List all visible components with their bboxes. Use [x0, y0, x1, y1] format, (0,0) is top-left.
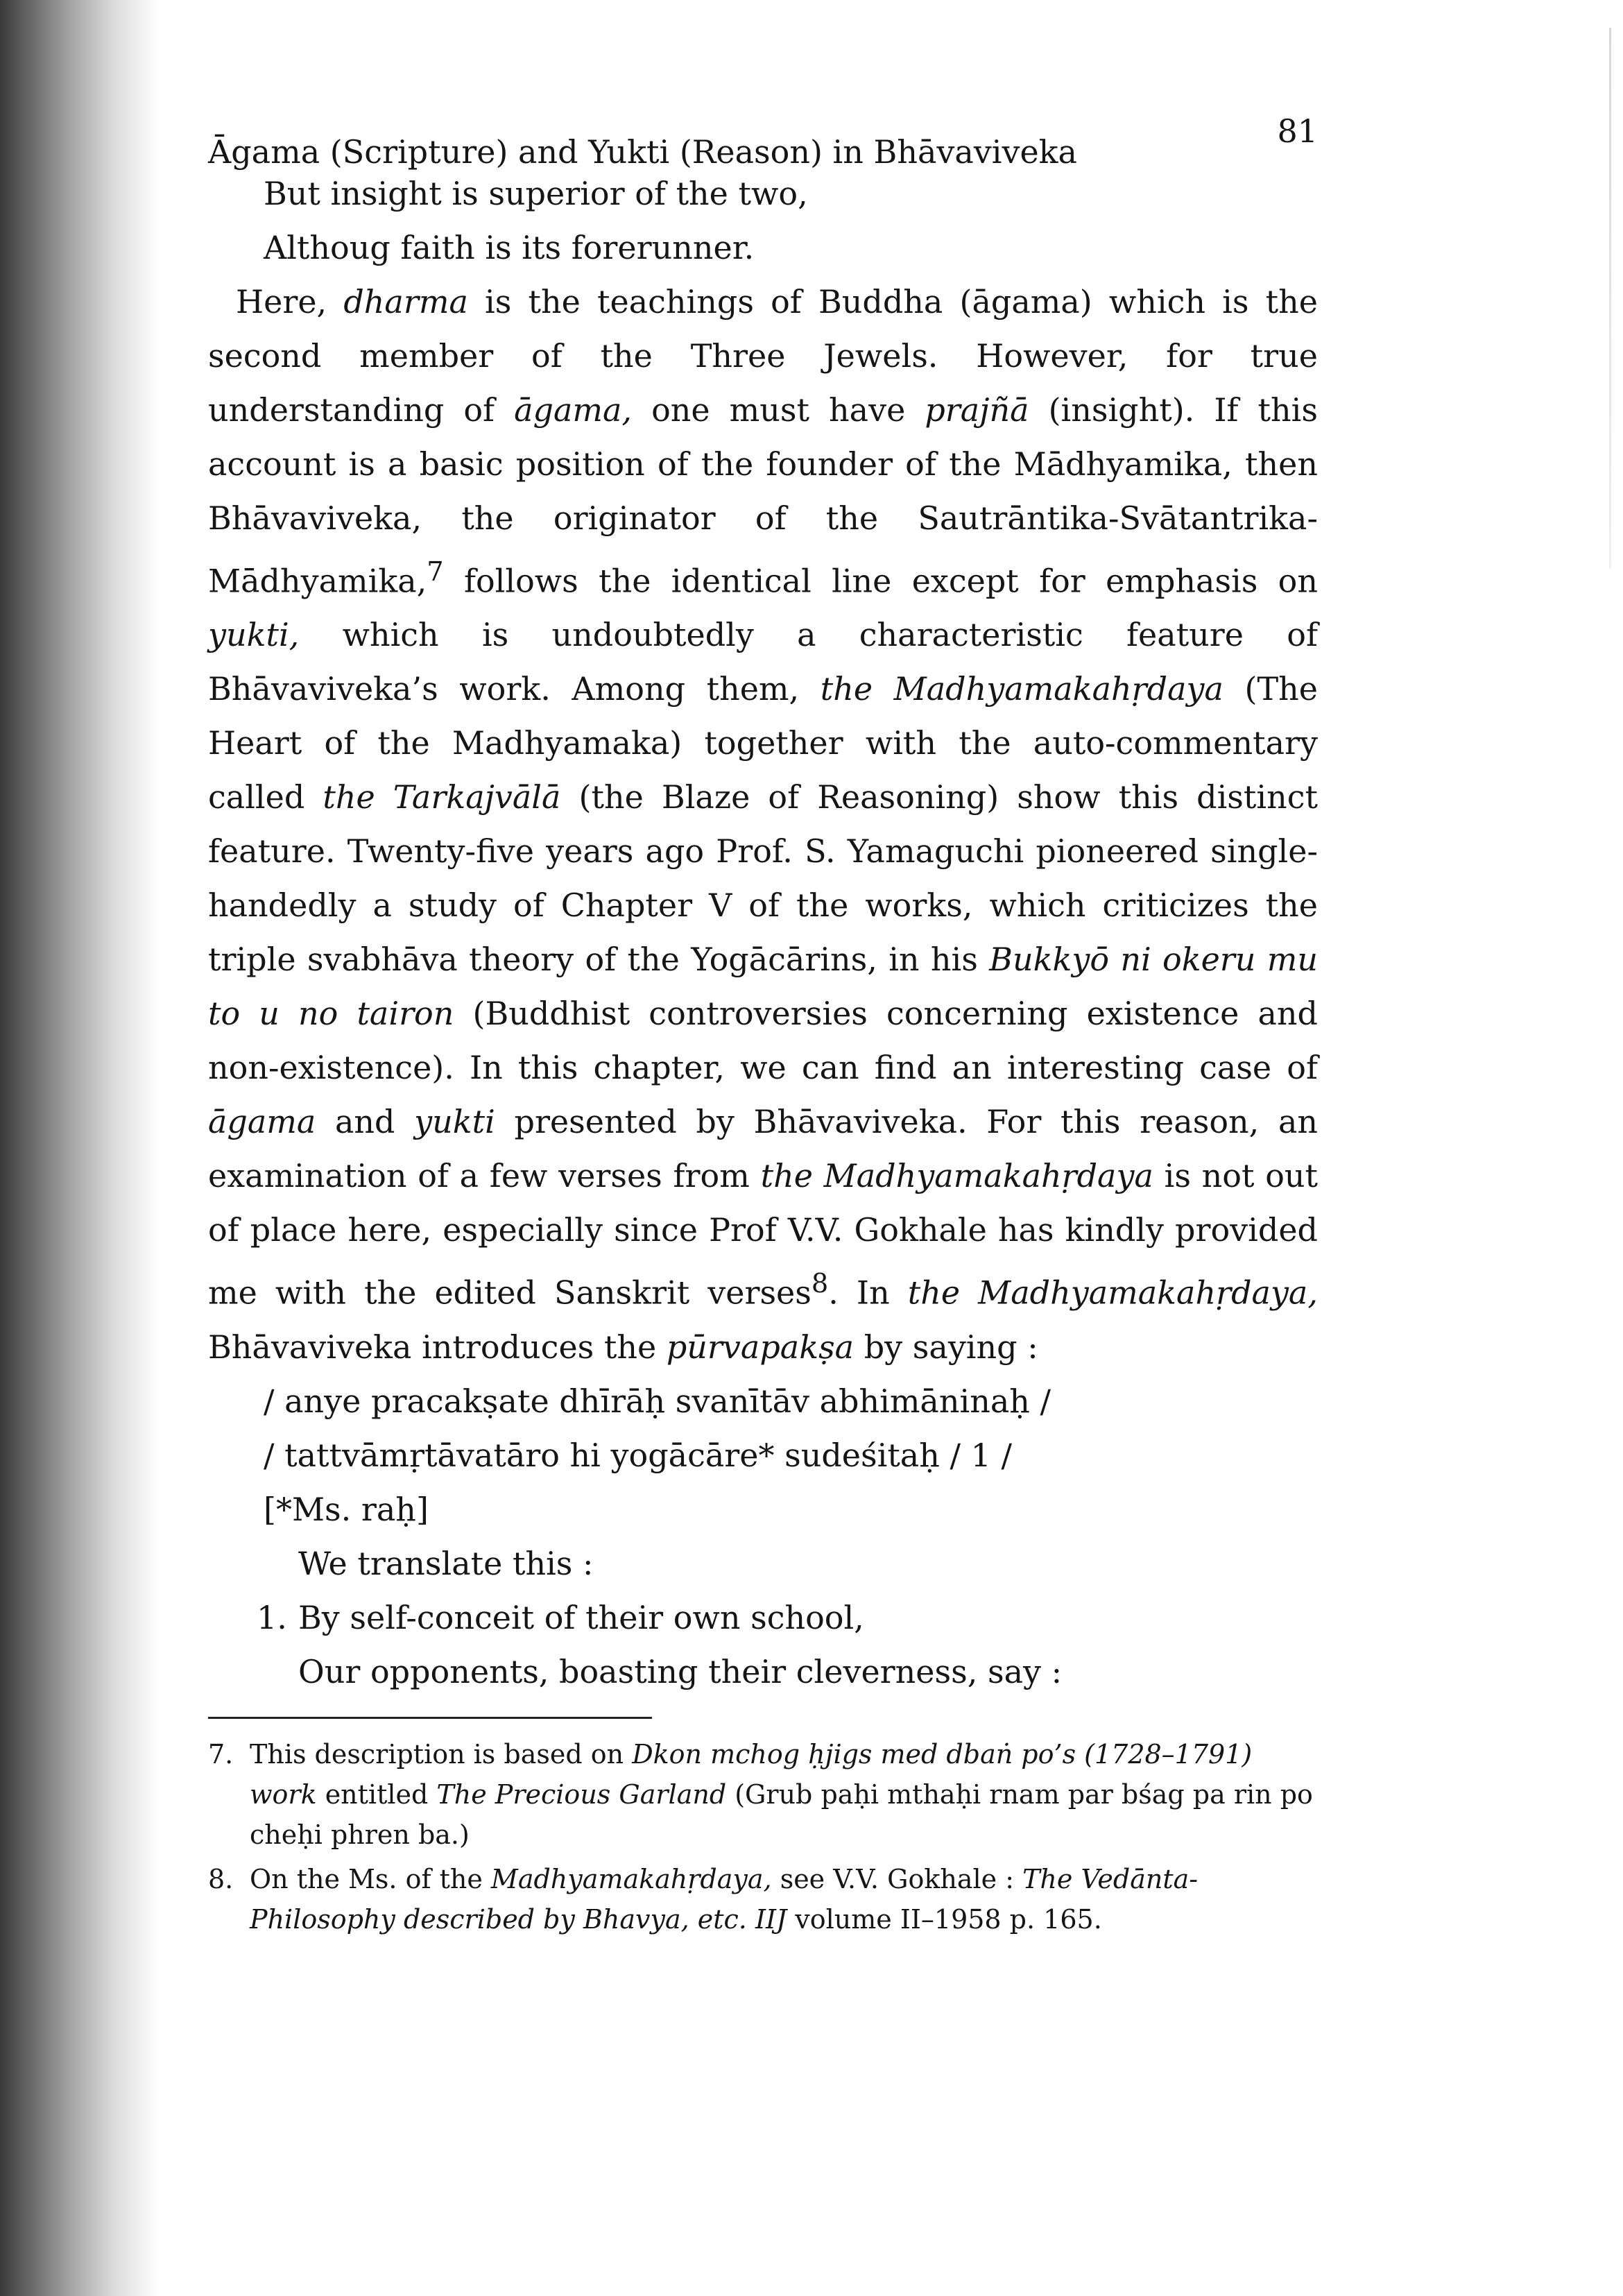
paragraph-text: Here,	[236, 283, 344, 320]
term-prajna: prajñā	[925, 391, 1029, 429]
sanskrit-line-1: / anye pracakṣate dhīrāḥ svanītāv abhimāninaḥ /	[264, 1382, 1051, 1420]
translation-intro: We translate this :	[298, 1544, 594, 1582]
footnote-7	[208, 1734, 1318, 1855]
paragraph-text: follows the identical line except for emphasis on	[443, 562, 1318, 600]
term-agama: āgama	[208, 1103, 316, 1141]
footnote-italic: The Precious Garland	[436, 1779, 727, 1810]
translation-line-1: By self-conceit of their own school,	[298, 1598, 864, 1636]
title-madhyamakahrdaya: the Madhyamakahṛdaya	[820, 670, 1223, 708]
title-madhyamakahrdaya: the Madhyamakahṛdaya,	[907, 1274, 1318, 1312]
paragraph-text: Bhāvaviveka introduces the	[208, 1328, 667, 1366]
term-yukti: yukti	[414, 1103, 495, 1141]
verse-intro-line-2: Althoug faith is its forerunner.	[264, 229, 755, 266]
sanskrit-line-2: / tattvāmṛtāvatāro hi yogācāre* sudeśitaḥ / 1 /	[264, 1436, 1012, 1474]
footnote-text: entitled	[316, 1779, 437, 1810]
running-title: Āgama (Scripture) and Yukti (Reason) in Bhāvaviveka	[208, 133, 1077, 171]
page-number: 81	[1277, 112, 1318, 150]
footnote-number: 8.	[208, 1863, 234, 1894]
footnote-number: 7.	[208, 1738, 234, 1770]
footnote-divider	[208, 1717, 652, 1719]
paragraph-text: (Buddhist controversies concerning existence and non-existence). In this chapter, we can find an interesting case of	[208, 995, 1318, 1087]
translation-line-2: Our opponents, boasting their cleverness, say :	[298, 1652, 1063, 1690]
term-purvapaksa: pūrvapakṣa	[666, 1328, 855, 1366]
main-paragraph	[208, 275, 1318, 1374]
translation-item	[208, 1591, 1318, 1645]
footnote-text: This description is based on	[250, 1738, 633, 1770]
footnote-italic: The Vedānta-Philosophy described by Bhavya, etc. IIJ	[250, 1863, 1199, 1935]
footnote-text: volume II–1958 p. 165.	[787, 1903, 1102, 1935]
footnote-italic: Madhyamakahṛdaya,	[490, 1863, 772, 1894]
footnote-italic: Dkon mchog ḥjigs med dbaṅ po’s (1728–1791) work	[250, 1738, 1253, 1810]
footnote-text: see V.V. Gokhale :	[771, 1863, 1023, 1894]
paragraph-text: which is undoubtedly a characteristic feature of Bhāvaviveka’s work. Among them,	[208, 616, 1318, 708]
title-bukkyo: Bukkyō ni okeru mu to u no tairon	[208, 941, 1318, 1033]
translation-number: 1.	[257, 1598, 287, 1636]
verse-intro-line-1: But insight is superior of the two,	[264, 175, 808, 212]
title-madhyamakahrdaya: the Madhyamakahṛdaya	[760, 1157, 1153, 1195]
paragraph-text: . In	[828, 1274, 908, 1312]
paragraph-text: one must have	[632, 391, 925, 429]
term-agama: āgama,	[514, 391, 633, 429]
footnote-8	[208, 1859, 1318, 1939]
paragraph-text: (the Blaze of Reasoning) show this distinct feature. Twenty-five years ago Prof. S. Yamaguchi pioneered single-handedly a study of Chapter V of the works, which criticizes the triple svabhāva theory of the Yogācārins, in his	[208, 778, 1318, 979]
footnote-text: (Grub paḥi mthaḥi rnam par bśag pa rin po cheḥi phren ba.)	[250, 1779, 1313, 1850]
footnote-text: On the Ms. of the	[250, 1863, 491, 1894]
paragraph-text: by saying :	[854, 1328, 1038, 1366]
paragraph-text: is the teachings of Buddha (āgama) which is the second member of the Three Jewels. However, for true understanding of	[208, 283, 1318, 429]
paragraph-text: presented by Bhāvaviveka. For this reason, an examination of a few verses from	[208, 1103, 1318, 1195]
paragraph-text: and	[316, 1103, 415, 1141]
paragraph-text: (insight). If this account is a basic position of the founder of the Mādhyamika, then Bhāvaviveka, the originator of the Sautrāntika-Svātantrika-Mādhyamika,	[208, 391, 1318, 600]
page	[208, 104, 1318, 2227]
term-yukti: yukti,	[208, 616, 300, 654]
footnote-ref-8: 8	[811, 1268, 829, 1300]
scan-speck	[1609, 28, 1611, 569]
page-header	[208, 104, 1318, 171]
footnote-ref-7: 7	[427, 556, 444, 588]
sanskrit-note: [*Ms. raḥ]	[264, 1490, 429, 1528]
term-dharma: dharma	[343, 283, 468, 320]
title-tarkajvala: the Tarkajvālā	[323, 778, 561, 816]
paragraph-text: is not out of place here, especially since Prof V.V. Gokhale has kindly provided me with the edited Sanskrit verses	[208, 1157, 1318, 1312]
scan-shadow	[0, 0, 160, 2296]
paragraph-text: (The Heart of the Madhyamaka) together with the auto-commentary called	[208, 670, 1318, 816]
